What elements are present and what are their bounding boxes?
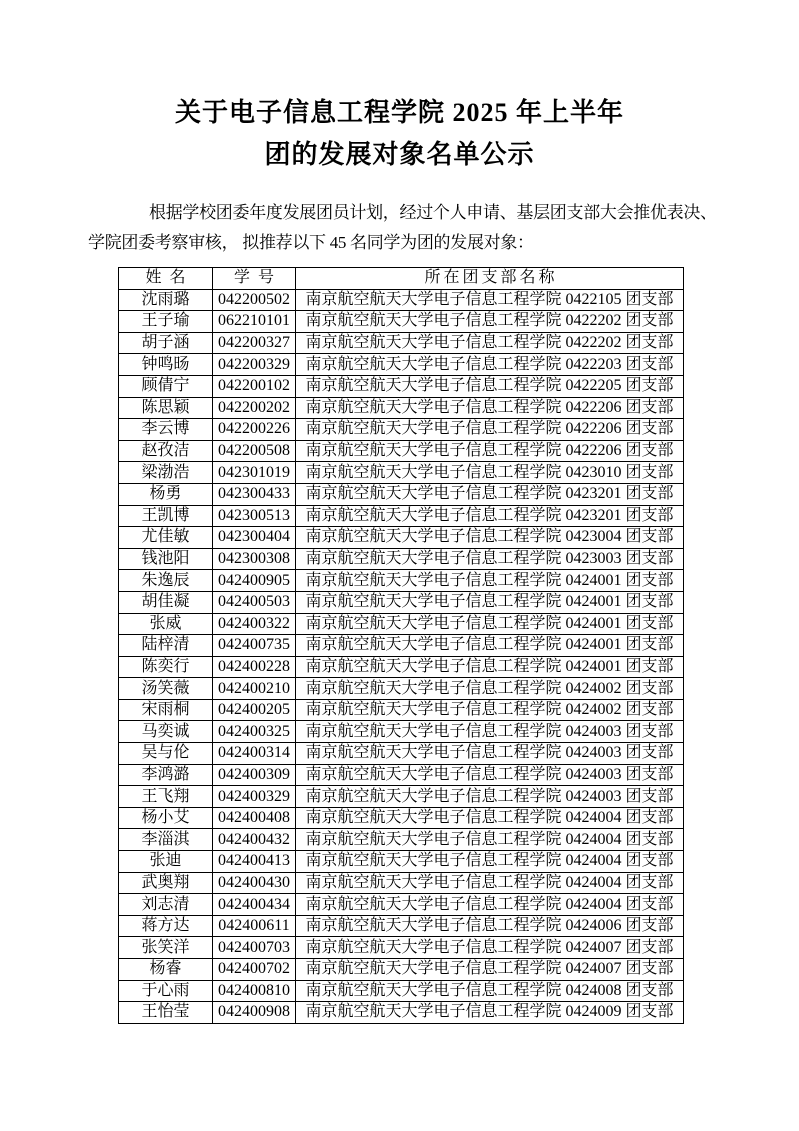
branch-cell: 南京航空航天大学电子信息工程学院 0424008 团支部 — [296, 980, 684, 1002]
roster-table — [118, 267, 684, 1024]
branch-cell: 南京航空航天大学电子信息工程学院 0423201 团支部 — [296, 483, 684, 505]
student-id-cell: 042400430 — [213, 872, 296, 894]
student-id-cell: 042400325 — [213, 721, 296, 743]
table-row — [119, 311, 684, 333]
table-row — [119, 872, 684, 894]
name-cell: 吴与伦 — [119, 743, 213, 765]
branch-cell: 南京航空航天大学电子信息工程学院 0424001 团支部 — [296, 591, 684, 613]
name-cell: 王子瑜 — [119, 311, 213, 333]
name-cell: 杨小艾 — [119, 807, 213, 829]
name-cell: 汤笑薇 — [119, 678, 213, 700]
name-cell: 蒋方达 — [119, 915, 213, 937]
table-row — [119, 656, 684, 678]
name-cell: 沈雨璐 — [119, 289, 213, 311]
branch-cell: 南京航空航天大学电子信息工程学院 0424007 团支部 — [296, 937, 684, 959]
name-cell: 刘志清 — [119, 894, 213, 916]
table-row — [119, 527, 684, 549]
intro-paragraph-line-2: 学院团委考察审核， 拟推荐以下 45 名同学为团的发展对象： — [88, 233, 534, 252]
branch-cell: 南京航空航天大学电子信息工程学院 0424002 团支部 — [296, 678, 684, 700]
table-body — [119, 289, 684, 1023]
name-cell: 李淄淇 — [119, 829, 213, 851]
branch-cell: 南京航空航天大学电子信息工程学院 0422206 团支部 — [296, 440, 684, 462]
name-cell: 张迪 — [119, 851, 213, 873]
student-id-cell: 042301019 — [213, 462, 296, 484]
name-cell: 于心雨 — [119, 980, 213, 1002]
name-cell: 胡子涵 — [119, 332, 213, 354]
branch-cell: 南京航空航天大学电子信息工程学院 0424001 团支部 — [296, 613, 684, 635]
name-cell: 马奕诚 — [119, 721, 213, 743]
branch-cell: 南京航空航天大学电子信息工程学院 0424004 团支部 — [296, 851, 684, 873]
table-row — [119, 354, 684, 376]
student-id-cell: 062210101 — [213, 311, 296, 333]
table-row — [119, 419, 684, 441]
column-header-name: 姓名 — [119, 268, 213, 290]
table-row — [119, 375, 684, 397]
student-id-cell: 042400908 — [213, 1002, 296, 1024]
student-id-cell: 042400703 — [213, 937, 296, 959]
name-cell: 陈思颖 — [119, 397, 213, 419]
title-line-1: 关于电子信息工程学院 2025 年上半年 — [174, 98, 624, 127]
intro-paragraph-line-1: 根据学校团委年度发展团员计划，经过个人申请、基层团支部大会推优表决、 — [149, 203, 717, 222]
branch-cell: 南京航空航天大学电子信息工程学院 0422105 团支部 — [296, 289, 684, 311]
branch-cell: 南京航空航天大学电子信息工程学院 0424004 团支部 — [296, 829, 684, 851]
name-cell: 王飞翔 — [119, 786, 213, 808]
branch-cell: 南京航空航天大学电子信息工程学院 0424002 团支部 — [296, 699, 684, 721]
branch-cell: 南京航空航天大学电子信息工程学院 0424004 团支部 — [296, 872, 684, 894]
name-cell: 李云博 — [119, 419, 213, 441]
table-row — [119, 289, 684, 311]
branch-cell: 南京航空航天大学电子信息工程学院 0424003 团支部 — [296, 764, 684, 786]
table-row — [119, 764, 684, 786]
student-id-cell: 042400329 — [213, 786, 296, 808]
student-id-cell: 042400408 — [213, 807, 296, 829]
table-row — [119, 915, 684, 937]
title-line-2: 团的发展对象名单公示 — [264, 140, 535, 169]
student-id-cell: 042400309 — [213, 764, 296, 786]
table-row — [119, 959, 684, 981]
branch-cell: 南京航空航天大学电子信息工程学院 0423201 团支部 — [296, 505, 684, 527]
name-cell: 武奥翔 — [119, 872, 213, 894]
student-id-cell: 042300433 — [213, 483, 296, 505]
student-id-cell: 042400702 — [213, 959, 296, 981]
table-row — [119, 505, 684, 527]
column-header-student-id: 学号 — [213, 268, 296, 290]
student-id-cell: 042400210 — [213, 678, 296, 700]
student-id-cell: 042200102 — [213, 375, 296, 397]
branch-cell: 南京航空航天大学电子信息工程学院 0424004 团支部 — [296, 894, 684, 916]
branch-cell: 南京航空航天大学电子信息工程学院 0424001 团支部 — [296, 635, 684, 657]
branch-cell: 南京航空航天大学电子信息工程学院 0422202 团支部 — [296, 332, 684, 354]
name-cell: 王凯博 — [119, 505, 213, 527]
student-id-cell: 042400228 — [213, 656, 296, 678]
table-row — [119, 548, 684, 570]
table-row — [119, 440, 684, 462]
branch-cell: 南京航空航天大学电子信息工程学院 0424001 团支部 — [296, 570, 684, 592]
name-cell: 张威 — [119, 613, 213, 635]
student-id-cell: 042400611 — [213, 915, 296, 937]
table-row — [119, 613, 684, 635]
table-row — [119, 743, 684, 765]
name-cell: 胡佳凝 — [119, 591, 213, 613]
name-cell: 陈奕行 — [119, 656, 213, 678]
student-id-cell: 042300513 — [213, 505, 296, 527]
table-row — [119, 829, 684, 851]
student-id-cell: 042400322 — [213, 613, 296, 635]
table-row — [119, 786, 684, 808]
student-id-cell: 042400810 — [213, 980, 296, 1002]
name-cell: 钟鸣旸 — [119, 354, 213, 376]
branch-cell: 南京航空航天大学电子信息工程学院 0424004 团支部 — [296, 807, 684, 829]
table-row — [119, 937, 684, 959]
branch-cell: 南京航空航天大学电子信息工程学院 0424006 团支部 — [296, 915, 684, 937]
student-id-cell: 042200327 — [213, 332, 296, 354]
branch-cell: 南京航空航天大学电子信息工程学院 0424003 团支部 — [296, 786, 684, 808]
name-cell: 杨勇 — [119, 483, 213, 505]
name-cell: 杨睿 — [119, 959, 213, 981]
table-row — [119, 483, 684, 505]
name-cell: 钱池阳 — [119, 548, 213, 570]
name-cell: 赵孜洁 — [119, 440, 213, 462]
document-title — [0, 0, 799, 176]
student-id-cell: 042200329 — [213, 354, 296, 376]
column-header-branch: 所在团支部名称 — [296, 268, 684, 290]
table-row — [119, 699, 684, 721]
student-id-cell: 042200502 — [213, 289, 296, 311]
name-cell: 陆梓清 — [119, 635, 213, 657]
student-id-cell: 042300308 — [213, 548, 296, 570]
name-cell: 李鸿潞 — [119, 764, 213, 786]
table-row — [119, 591, 684, 613]
name-cell: 张笑洋 — [119, 937, 213, 959]
table-row — [119, 894, 684, 916]
branch-cell: 南京航空航天大学电子信息工程学院 0423003 团支部 — [296, 548, 684, 570]
table-row — [119, 980, 684, 1002]
table-row — [119, 635, 684, 657]
student-id-cell: 042400205 — [213, 699, 296, 721]
branch-cell: 南京航空航天大学电子信息工程学院 0424003 团支部 — [296, 721, 684, 743]
branch-cell: 南京航空航天大学电子信息工程学院 0423010 团支部 — [296, 462, 684, 484]
name-cell: 朱逸辰 — [119, 570, 213, 592]
student-id-cell: 042400432 — [213, 829, 296, 851]
table-row — [119, 332, 684, 354]
student-id-cell: 042200508 — [213, 440, 296, 462]
branch-cell: 南京航空航天大学电子信息工程学院 0424009 团支部 — [296, 1002, 684, 1024]
student-id-cell: 042400905 — [213, 570, 296, 592]
student-id-cell: 042200202 — [213, 397, 296, 419]
branch-cell: 南京航空航天大学电子信息工程学院 0424007 团支部 — [296, 959, 684, 981]
student-id-cell: 042400434 — [213, 894, 296, 916]
student-id-cell: 042400314 — [213, 743, 296, 765]
table-row — [119, 851, 684, 873]
student-id-cell: 042300404 — [213, 527, 296, 549]
intro-paragraph — [88, 198, 717, 258]
branch-cell: 南京航空航天大学电子信息工程学院 0422203 团支部 — [296, 354, 684, 376]
table-row — [119, 807, 684, 829]
table-row — [119, 462, 684, 484]
branch-cell: 南京航空航天大学电子信息工程学院 0422206 团支部 — [296, 397, 684, 419]
table-row — [119, 570, 684, 592]
table-row — [119, 1002, 684, 1024]
name-cell: 梁渤浩 — [119, 462, 213, 484]
branch-cell: 南京航空航天大学电子信息工程学院 0423004 团支部 — [296, 527, 684, 549]
student-id-cell: 042200226 — [213, 419, 296, 441]
table-row — [119, 721, 684, 743]
table-row — [119, 397, 684, 419]
branch-cell: 南京航空航天大学电子信息工程学院 0424003 团支部 — [296, 743, 684, 765]
name-cell: 顾倩宁 — [119, 375, 213, 397]
table-row — [119, 678, 684, 700]
student-id-cell: 042400735 — [213, 635, 296, 657]
name-cell: 尤佳敏 — [119, 527, 213, 549]
student-id-cell: 042400503 — [213, 591, 296, 613]
branch-cell: 南京航空航天大学电子信息工程学院 0422206 团支部 — [296, 419, 684, 441]
branch-cell: 南京航空航天大学电子信息工程学院 0422202 团支部 — [296, 311, 684, 333]
table-header-row — [119, 268, 684, 290]
branch-cell: 南京航空航天大学电子信息工程学院 0422205 团支部 — [296, 375, 684, 397]
student-id-cell: 042400413 — [213, 851, 296, 873]
name-cell: 宋雨桐 — [119, 699, 213, 721]
branch-cell: 南京航空航天大学电子信息工程学院 0424001 团支部 — [296, 656, 684, 678]
name-cell: 王怡莹 — [119, 1002, 213, 1024]
